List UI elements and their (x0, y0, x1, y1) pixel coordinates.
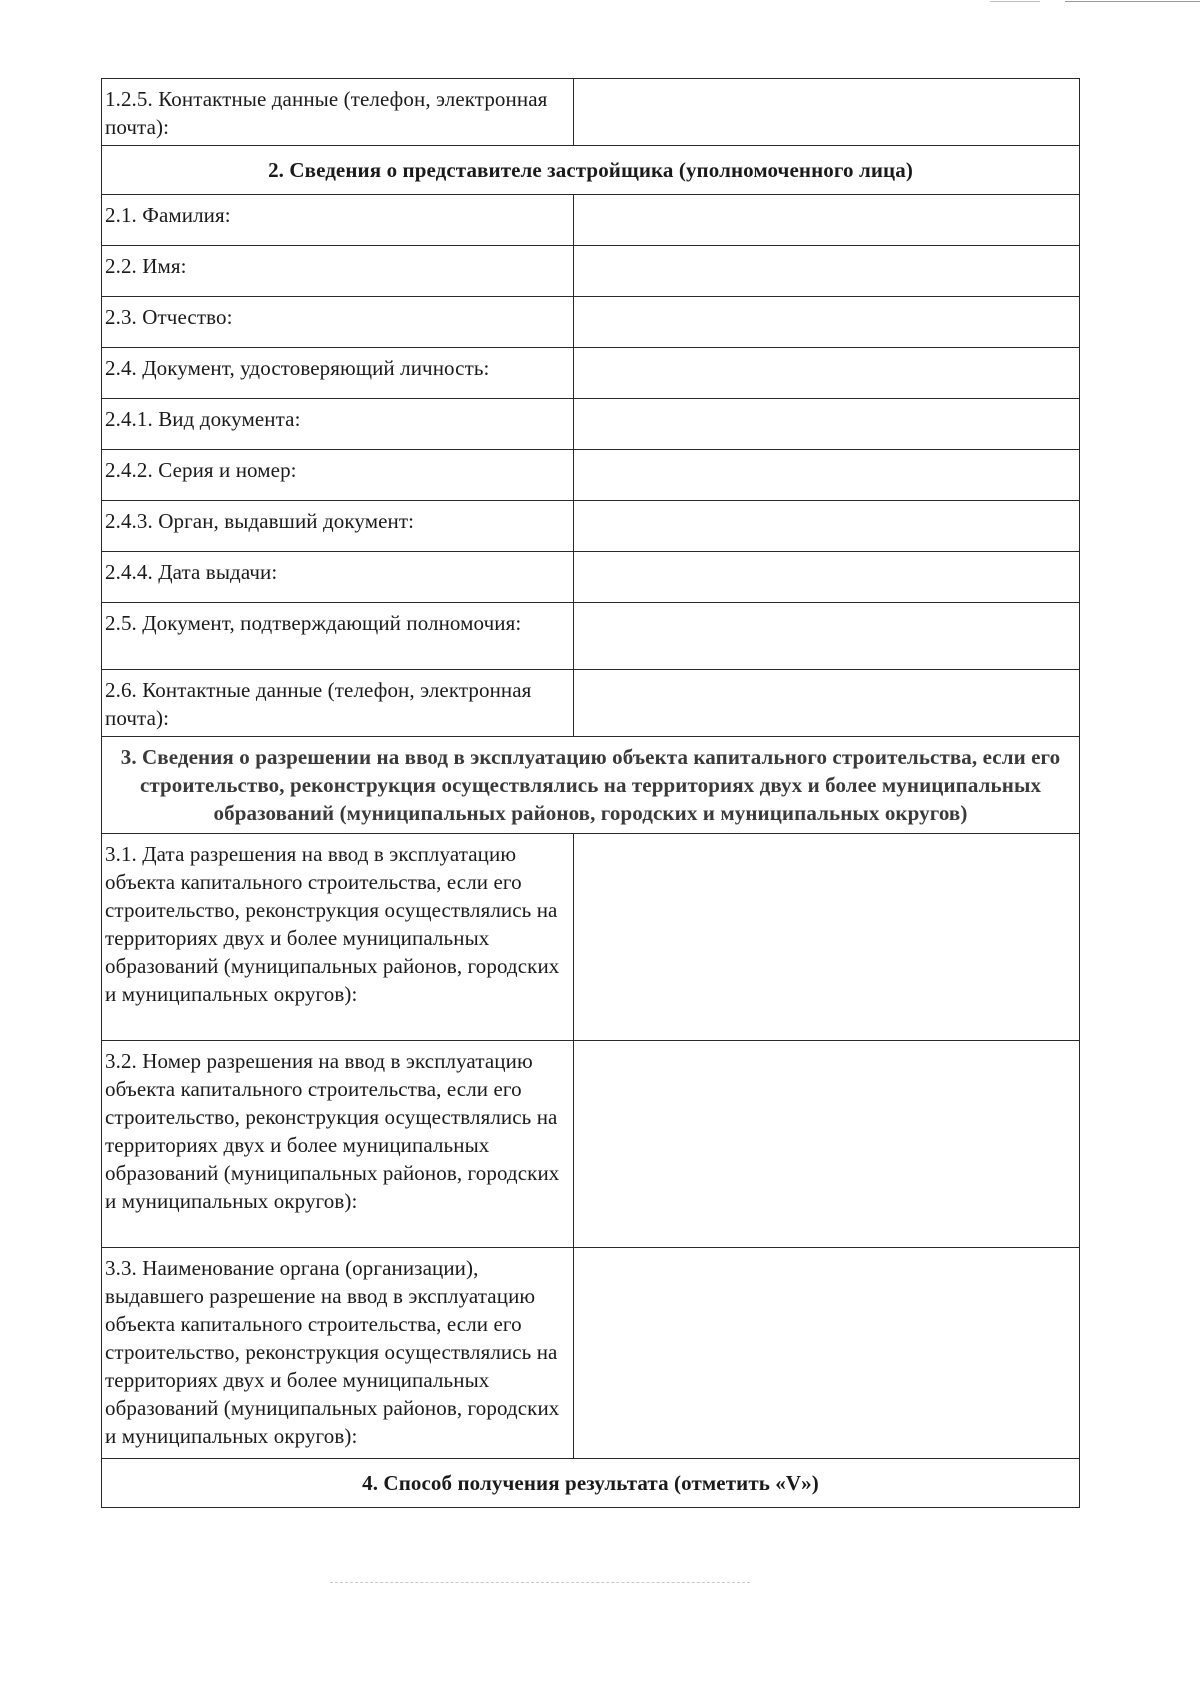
section-header-row (102, 1459, 1080, 1508)
form-row-2-5 (102, 603, 1080, 670)
field-label: 2.1. Фамилия: (102, 195, 574, 246)
field-label: 2.4.2. Серия и номер: (102, 450, 574, 501)
form-row-2-4-3 (102, 501, 1080, 552)
scan-edge-mark (990, 1, 1040, 2)
field-label: 2.4.1. Вид документа: (102, 399, 574, 450)
form-row-3-1 (102, 834, 1080, 1041)
field-value-surname[interactable] (574, 195, 1080, 246)
field-label: 2.4. Документ, удостоверяющий личность: (102, 348, 574, 399)
field-value-name[interactable] (574, 246, 1080, 297)
form-row-2-4-4 (102, 552, 1080, 603)
field-value-series-number[interactable] (574, 450, 1080, 501)
field-label: 1.2.5. Контактные данные (телефон, электронная почта): (102, 79, 574, 146)
form-row-2-4-2 (102, 450, 1080, 501)
field-value-document-type[interactable] (574, 399, 1080, 450)
field-value-issue-date[interactable] (574, 552, 1080, 603)
field-label: 2.4.4. Дата выдачи: (102, 552, 574, 603)
form-row-2-6 (102, 670, 1080, 737)
form-row-3-2 (102, 1041, 1080, 1248)
field-label: 3.3. Наименование органа (организации), выдавшего разрешение на ввод в эксплуатацию объекта капитального строительства, если его строительство, реконструкция осуществлялись на территориях двух и более муниципальных образований (муниципальных районов, городских и муниципальных округов): (102, 1248, 574, 1459)
form-row-2-4 (102, 348, 1080, 399)
field-value-permit-date[interactable] (574, 834, 1080, 1041)
field-value-authority-document[interactable] (574, 603, 1080, 670)
field-value-permit-number[interactable] (574, 1041, 1080, 1248)
field-value-id-document[interactable] (574, 348, 1080, 399)
field-value-issuing-authority[interactable] (574, 501, 1080, 552)
scan-dashed-line (330, 1582, 750, 1584)
form-row-2-1 (102, 195, 1080, 246)
field-label: 2.5. Документ, подтверждающий полномочия: (102, 603, 574, 670)
form-row-2-4-1 (102, 399, 1080, 450)
section-heading: 3. Сведения о разрешении на ввод в эксплуатацию объекта капитального строительства, если его строительство, реконструкция осуществлялись на территориях двух и более муниципальных образований (муниципальных районов, городских и муниципальных округов) (102, 737, 1080, 834)
scan-edge-mark (1065, 1, 1200, 2)
field-value-representative-contacts[interactable] (574, 670, 1080, 737)
field-label: 3.1. Дата разрешения на ввод в эксплуатацию объекта капитального строительства, если его строительство, реконструкция осуществлялись на территориях двух и более муниципальных образований (муниципальных районов, городских и муниципальных округов): (102, 834, 574, 1041)
field-label: 2.3. Отчество: (102, 297, 574, 348)
form-row-2-3 (102, 297, 1080, 348)
field-value-contacts[interactable] (574, 79, 1080, 146)
field-label: 2.4.3. Орган, выдавший документ: (102, 501, 574, 552)
section-header-row (102, 737, 1080, 834)
field-label: 3.2. Номер разрешения на ввод в эксплуатацию объекта капитального строительства, если его строительство, реконструкция осуществлялись на территориях двух и более муниципальных образований (муниципальных районов, городских и муниципальных округов): (102, 1041, 574, 1248)
form-row-2-2 (102, 246, 1080, 297)
form-row-3-3 (102, 1248, 1080, 1459)
section-heading: 4. Способ получения результата (отметить «V») (102, 1459, 1080, 1508)
field-value-patronymic[interactable] (574, 297, 1080, 348)
field-value-issuing-organization[interactable] (574, 1248, 1080, 1459)
section-header-row (102, 146, 1080, 195)
section-heading: 2. Сведения о представителе застройщика (уполномоченного лица) (102, 146, 1080, 195)
form-row-1-2-5 (102, 79, 1080, 146)
field-label: 2.6. Контактные данные (телефон, электронная почта): (102, 670, 574, 737)
field-label: 2.2. Имя: (102, 246, 574, 297)
application-form-table (101, 78, 1080, 1508)
